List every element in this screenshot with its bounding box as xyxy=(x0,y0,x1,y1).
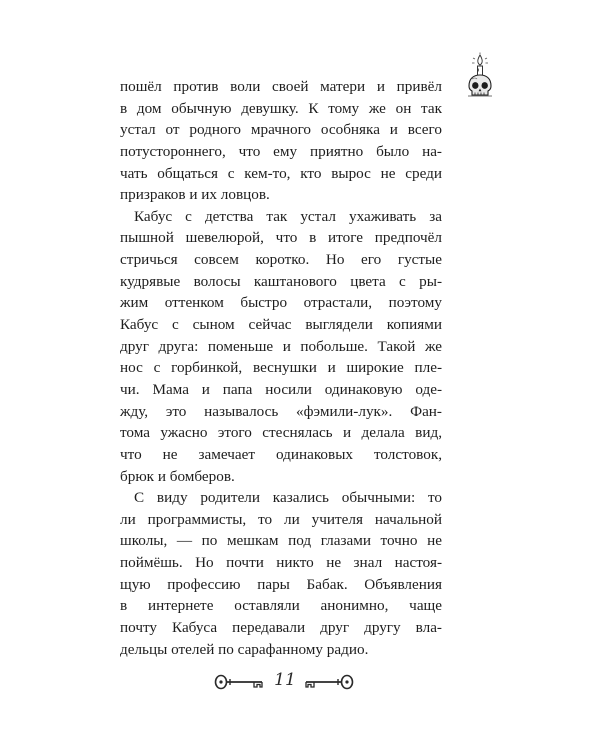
text-line: Кабус с сыном сейчас выглядели копиями xyxy=(120,316,442,334)
text-line: устал от родного мрачного особняка и всего xyxy=(120,121,442,139)
paragraph-1 xyxy=(120,76,442,206)
text-line: кудрявые волосы каштанового цвета с ры- xyxy=(120,272,442,290)
paragraph-3 xyxy=(120,487,442,660)
text-line: Кабус с детства так устал ухаживать за xyxy=(134,207,442,225)
text-line: потустороннего, что ему приятно было на- xyxy=(120,142,442,160)
text-line: пышной шевелюрой, что в итоге предпочёл xyxy=(120,229,442,247)
text-line: в дом обычную девушку. К тому же он так xyxy=(120,99,442,117)
page-number: 11 xyxy=(274,670,296,690)
body-text xyxy=(120,76,442,660)
text-line: чать общаться с кем-то, кто вырос не среди xyxy=(120,164,442,182)
skull-with-candle-icon xyxy=(462,52,498,100)
text-line: тома ужасно этого стеснялась и делала вид, xyxy=(120,424,442,442)
text-line: С виду родители казались обычными: то xyxy=(134,489,442,507)
page-footer xyxy=(0,668,600,696)
text-line: пошёл против воли своей матери и привёл xyxy=(120,78,442,95)
key-right-icon xyxy=(304,672,354,692)
text-line: призраков и их ловцов. xyxy=(120,186,270,204)
text-line: жим оттенком быстро отрастали, поэтому xyxy=(120,294,442,312)
text-line: поймёшь. Но почти никто не знал настоя- xyxy=(120,554,442,572)
text-line: школы, — по мешкам под глазами точно не xyxy=(120,532,442,550)
key-left-icon xyxy=(214,672,264,692)
text-line: что не замечает одинаковых толстовок, xyxy=(120,445,442,463)
text-line: ли программисты, то ли учителя начальной xyxy=(120,510,442,528)
text-line: жду, это называлось «фэмили-лук». Фан- xyxy=(120,402,442,420)
text-line: нос с горбинкой, веснушки и широкие пле- xyxy=(120,359,442,377)
text-line: чи. Мама и папа носили одинаковую оде- xyxy=(120,380,442,398)
text-line: в интернете оставляли анонимно, чаще xyxy=(120,597,442,615)
text-line: щую профессию пары Бабак. Объявления xyxy=(120,575,442,593)
text-line: друг друга: поменьше и побольше. Такой же xyxy=(120,337,442,355)
text-line: брюк и бомберов. xyxy=(120,467,235,485)
paragraph-2 xyxy=(120,206,442,487)
text-line: почту Кабуса передавали друг другу вла- xyxy=(120,619,442,637)
text-line: стричься совсем коротко. Но его густые xyxy=(120,251,442,269)
text-line: дельцы отелей по сарафанному радио. xyxy=(120,640,369,658)
